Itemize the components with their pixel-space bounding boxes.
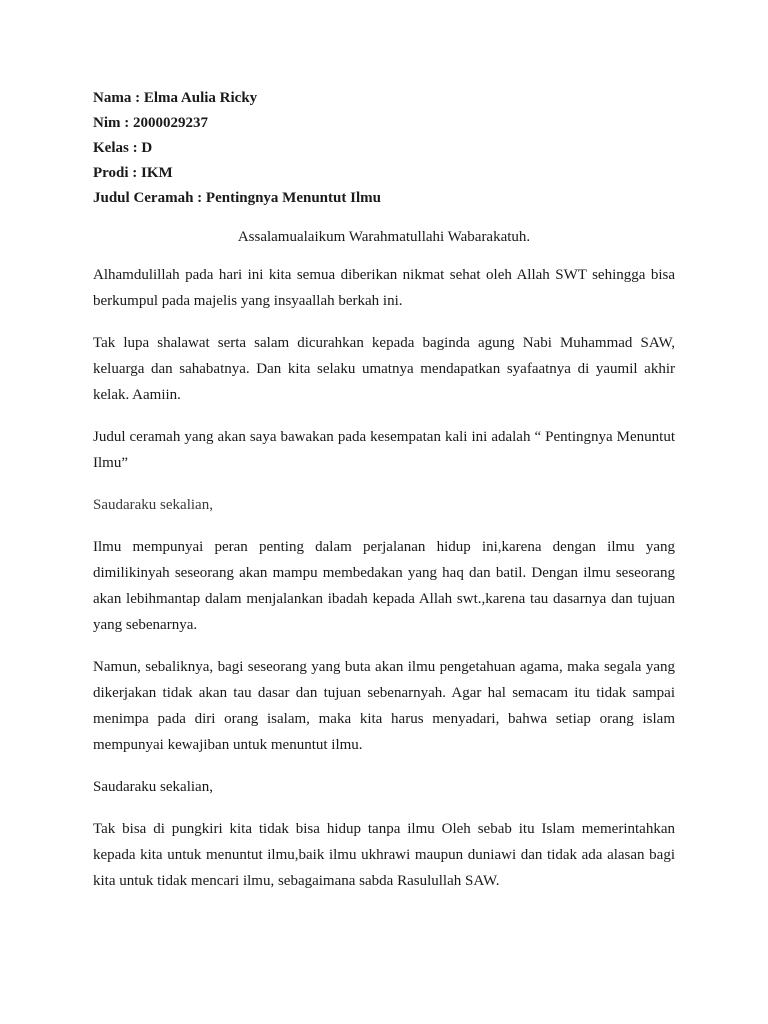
lecture-title: Judul Ceramah : Pentingnya Menuntut Ilmu	[93, 190, 381, 206]
paragraph-obligation: Tak bisa di pungkiri kita tidak bisa hidup tanpa ilmu Oleh sebab itu Islam memerintahkan kepada kita untuk menuntut ilmu,baik ilmu ukhrawi maupun duniawi dan tidak ada alasan bagi kita untuk tidak mencari ilmu, sebagaimana sabda Rasulullah SAW.	[93, 821, 675, 889]
paragraph-importance: Ilmu mempunyai peran penting dalam perjalanan hidup ini,karena dengan ilmu yang dimilikinyah seseorang akan mampu membedakan yang haq dan batil. Dengan ilmu seseorang akan lebihmantap dalam menjalankan ibadah kepada Allah swt.,karena tau dasarnya dan tujuan yang sebenarnya.	[93, 539, 675, 633]
paragraph-salutation: Saudaraku sekalian,	[93, 497, 213, 513]
student-info-block	[93, 86, 381, 211]
paragraph-topic: Judul ceramah yang akan saya bawakan pada kesempatan kali ini adalah “ Pentingnya Menuntut Ilmu”	[93, 429, 675, 471]
paragraph-opening: Alhamdulillah pada hari ini kita semua diberikan nikmat sehat oleh Allah SWT sehingga bisa berkumpul pada majelis yang insyaallah berkah ini.	[93, 267, 675, 309]
paragraph-shalawat: Tak lupa shalawat serta salam dicurahkan kepada baginda agung Nabi Muhammad SAW, keluarga dan sahabatnya. Dan kita selaku umatnya mendapatkan syafaatnya di yaumil akhir kelak. Aamiin.	[93, 335, 675, 403]
lecture-body	[93, 262, 675, 910]
study-program: Prodi : IKM	[93, 165, 173, 181]
greeting-line: Assalamualaikum Warahmatullahi Wabarakatuh.	[237, 229, 531, 245]
student-class: Kelas : D	[93, 140, 153, 156]
student-name: Nama : Elma Aulia Ricky	[93, 90, 258, 106]
student-nim: Nim : 2000029237	[93, 115, 208, 131]
paragraph-salutation: Saudaraku sekalian,	[93, 779, 213, 795]
paragraph-contrast: Namun, sebaliknya, bagi seseorang yang buta akan ilmu pengetahuan agama, maka segala yang dikerjakan tidak akan tau dasar dan tujuan sebenarnyah. Agar hal semacam itu tidak sampai menimpa pada diri orang isalam, maka kita harus menyadari, bahwa setiap orang islam mempunyai kewajiban untuk menuntut ilmu.	[93, 659, 675, 753]
